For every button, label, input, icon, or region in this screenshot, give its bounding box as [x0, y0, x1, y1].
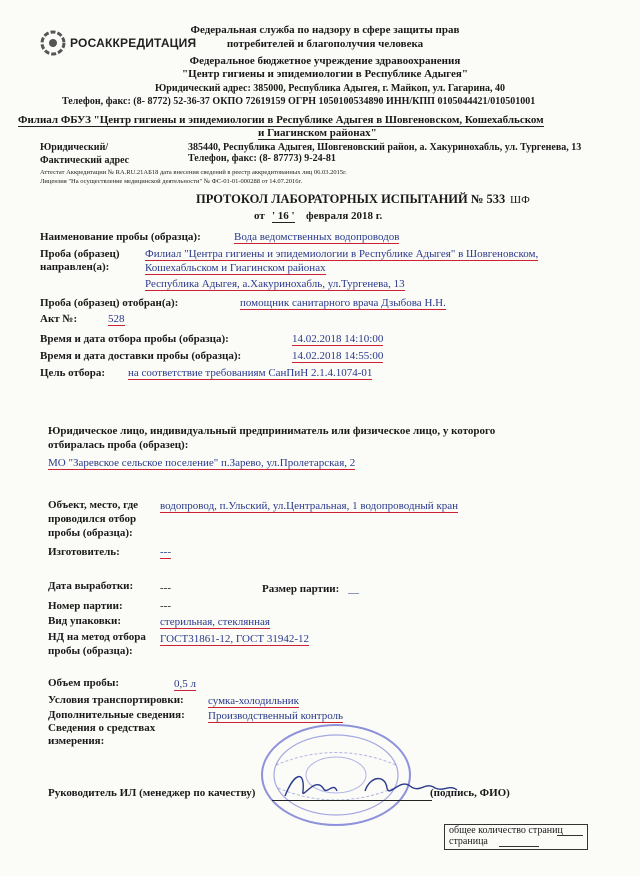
- package-value: стерильная, стеклянная: [160, 616, 270, 628]
- address-label1: Юридический/: [40, 142, 109, 153]
- sent-value2: Кошехабльском и Гиагинском районах: [145, 262, 326, 274]
- branch-phone: Телефон, факс: (8- 87773) 9-24-81: [188, 153, 336, 164]
- sampling-time-value: 14.02.2018 14:10:00: [292, 333, 384, 345]
- batch-no-label: Номер партии:: [48, 600, 123, 612]
- measure-label1: Сведения о средствах: [48, 722, 156, 734]
- taken-value: помощник санитарного врача Дзыбова Н.Н.: [240, 297, 446, 309]
- header-line6: Телефон, факс: (8- 8772) 52-36-37 ОКПО 72619159 ОГРН 1050100534890 ИНН/КПП 0105044421/010501001: [62, 96, 536, 107]
- batch-no-value: ---: [160, 600, 171, 612]
- branch-line2: и Гиагинском районах": [258, 127, 377, 139]
- logo-text: РОСАККРЕДИТАЦИЯ: [70, 36, 197, 50]
- pages-total-blank: [557, 835, 583, 836]
- signature-tail: (подпись, ФИО): [430, 787, 510, 799]
- nd-label2: пробы (образца):: [48, 645, 133, 657]
- sent-label2: направлен(а):: [40, 261, 110, 273]
- header-line1: Федеральная служба по надзору в сфере защиты прав: [190, 24, 460, 36]
- protocol-date-prefix: от: [254, 210, 265, 222]
- sampling-time-label: Время и дата отбора пробы (образца):: [40, 333, 229, 345]
- rosaccreditation-logo-icon: [40, 30, 66, 56]
- object-label2: проводился отбор: [48, 513, 137, 525]
- object-label3: пробы (образца):: [48, 527, 133, 539]
- purpose-value: на соответствие требованиям СанПиН 2.1.4.1074-01: [128, 367, 373, 379]
- entity-label1: Юридическое лицо, индивидуальный предприниматель или физическое лицо, у которого: [48, 425, 496, 437]
- attest-line1: Аттестат Аккредитации № RA.RU.21АБ18 дата внесения сведений в реестр аккредитованных лиц 06.03.2015г.: [40, 169, 347, 176]
- pages-total: общее количество страниц: [449, 825, 563, 836]
- page-label: страница: [449, 836, 488, 847]
- package-label: Вид упаковки:: [48, 615, 122, 627]
- protocol-month-year: февраля 2018 г.: [306, 210, 383, 222]
- batch-size-label: Размер партии:: [262, 583, 340, 595]
- logo: [40, 26, 197, 60]
- protocol-title: ПРОТОКОЛ ЛАБОРАТОРНЫХ ИСПЫТАНИЙ № 533: [196, 192, 506, 206]
- protocol-suffix: ШФ: [510, 194, 530, 206]
- signature-label: Руководитель ИЛ (менеджер по качеству): [48, 787, 256, 799]
- entity-value: МО "Заревское сельское поселение" п.Зарево, ул.Пролетарская, 2: [48, 457, 356, 469]
- measure-label2: измерения:: [48, 735, 105, 747]
- entity-label2: отбиралась проба (образец):: [48, 439, 189, 451]
- extra-label: Дополнительные сведения:: [48, 709, 185, 721]
- sample-name-value: Вода ведомственных водопроводов: [234, 231, 400, 243]
- header-line5: Юридический адрес: 385000, Республика Адыгея, г. Майкоп, ул. Гагарина, 40: [155, 83, 505, 94]
- nd-label1: НД на метод отбора: [48, 631, 146, 643]
- header-line4: "Центр гигиены и эпидемиологии в Республике Адыгея": [182, 68, 468, 80]
- address-value: 385440, Республика Адыгея, Шовгеновский район, а. Хакуринохабль, ул. Тургенева, 13: [188, 142, 582, 153]
- object-value: водопровод, п.Ульский, ул.Центральная, 1 водопроводный кран: [160, 500, 459, 512]
- act-value: 528: [108, 313, 125, 325]
- protocol-day: ' 16 ': [272, 210, 295, 222]
- sent-value3: Республика Адыгея, а.Хакуринохабль, ул.Тургенева, 13: [145, 278, 405, 290]
- header-line2: потребителей и благополучия человека: [226, 38, 424, 50]
- transport-value: сумка-холодильник: [208, 695, 299, 707]
- volume-label: Объем пробы:: [48, 677, 120, 689]
- object-label1: Объект, место, где: [48, 499, 139, 511]
- branch-line1: Филиал ФБУЗ "Центр гигиены и эпидемиологии в Республике Адыгея в Шовгеновском, Кошехабльском: [18, 114, 544, 126]
- attest-line2: Лицензия "На осуществление медицинской деятельности" № ФС-01-01-000288 от 14.07.2016г.: [40, 178, 303, 185]
- transport-label: Условия транспортировки:: [48, 694, 184, 706]
- page-blank: [499, 846, 539, 847]
- sent-value1: Филиал "Центра гигиены и эпидемиологии в Республике Адыгея" в Шовгеновском,: [145, 248, 539, 260]
- extra-value: Производственный контроль: [208, 710, 344, 722]
- nd-value: ГОСТ31861-12, ГОСТ 31942-12: [160, 633, 310, 645]
- volume-value: 0,5 л: [174, 678, 196, 690]
- header-line3: Федеральное бюджетное учреждение здравоохранения: [189, 55, 461, 67]
- act-label: Акт №:: [40, 313, 78, 325]
- footer-box: [444, 824, 588, 850]
- sample-name-label: Наименование пробы (образца):: [40, 231, 201, 243]
- maker-value: ---: [160, 546, 171, 558]
- batch-size-value: __: [348, 583, 359, 595]
- delivery-time-value: 14.02.2018 14:55:00: [292, 350, 384, 362]
- sent-label1: Проба (образец): [40, 248, 120, 260]
- handwritten-signature-icon: [275, 766, 465, 806]
- purpose-label: Цель отбора:: [40, 367, 106, 379]
- address-label2: Фактический адрес: [40, 155, 130, 166]
- delivery-time-label: Время и дата доставки пробы (образца):: [40, 350, 242, 362]
- production-date-label: Дата выработки:: [48, 580, 134, 592]
- taken-label: Проба (образец) отобран(а):: [40, 297, 179, 309]
- production-date-value: ---: [160, 582, 171, 594]
- maker-label: Изготовитель:: [48, 546, 120, 558]
